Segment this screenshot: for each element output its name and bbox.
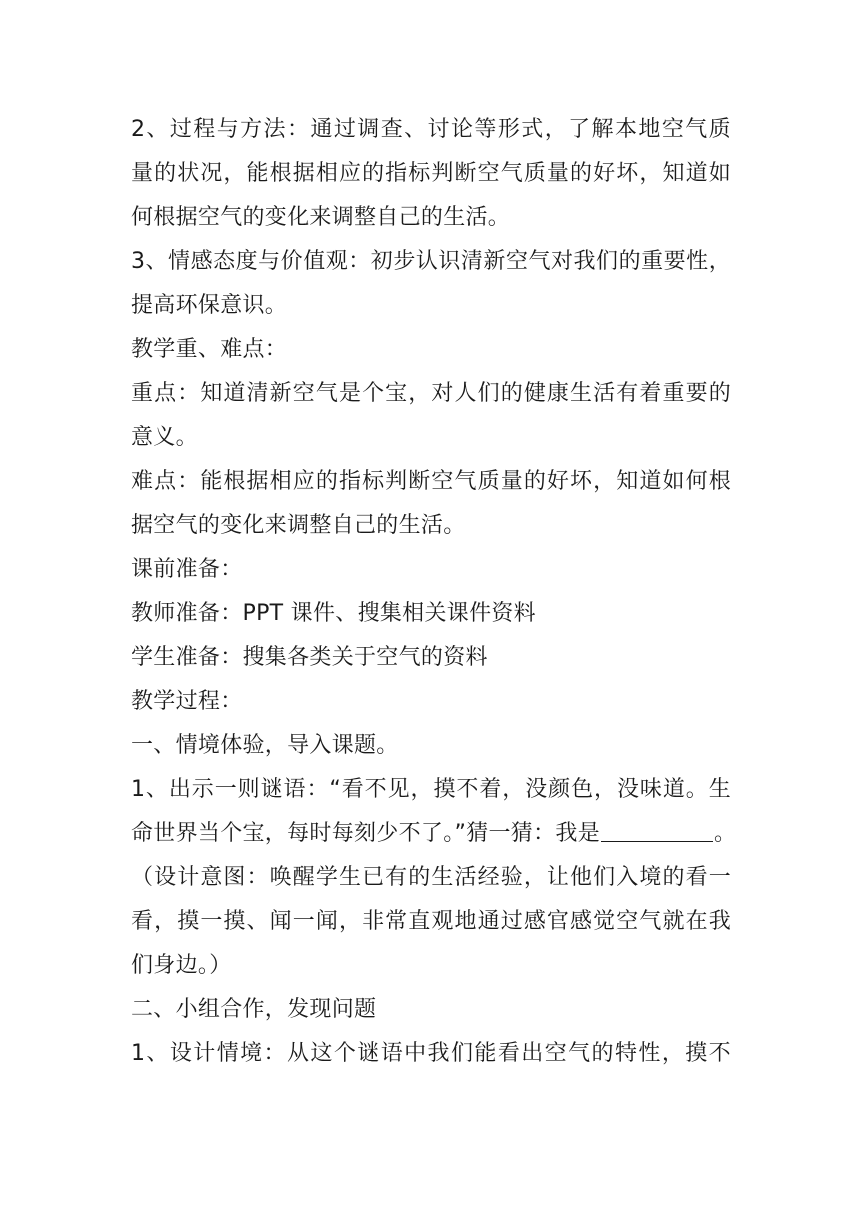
section-heading-two: 二、小组合作，发现问题 — [131, 997, 377, 1022]
document-page — [131, 108, 737, 1076]
section-heading-process: 教学过程： — [131, 689, 243, 714]
text-line-18: （设计意图：唤醒学生已有的生活经验，让他们入境的看一 — [131, 865, 731, 890]
text-line-3: 何根据空气的变化来调整自己的生活。 — [131, 205, 511, 230]
riddle-text: 命世界当个宝，每时每刻少不了。”猜一猜：我是 — [131, 821, 600, 846]
text-line-9: 难点：能根据相应的指标判断空气质量的好坏，知道如何根 — [131, 469, 731, 494]
text-line-13: 学生准备：搜集各类关于空气的资料 — [131, 645, 488, 670]
text-line-20: 们身边。） — [131, 953, 232, 978]
riddle-end-mark: 。 — [714, 821, 737, 846]
text-line-17 — [131, 812, 737, 856]
text-line-4: 3、情感态度与价值观：初步认识清新空气对我们的重要性， — [131, 249, 731, 274]
text-line-10: 据空气的变化来调整自己的生活。 — [131, 513, 466, 538]
section-heading-preparation: 课前准备： — [131, 557, 243, 582]
answer-blank — [601, 815, 713, 842]
text-line-5: 提高环保意识。 — [131, 293, 288, 318]
text-line-12: 教师准备：PPT 课件、搜集相关课件资料 — [131, 601, 536, 626]
section-heading-key-points: 教学重、难点： — [131, 337, 288, 362]
text-line-2: 量的状况，能根据相应的指标判断空气质量的好坏，知道如 — [131, 161, 731, 186]
text-line-7: 重点：知道清新空气是个宝，对人们的健康生活有着重要的 — [131, 381, 731, 406]
text-line-1: 2、过程与方法：通过调查、讨论等形式，了解本地空气质 — [131, 117, 731, 142]
text-line-22: 1、设计情境：从这个谜语中我们能看出空气的特性，摸不 — [131, 1041, 731, 1066]
text-line-8: 意义。 — [131, 425, 198, 450]
text-line-19: 看，摸一摸、闻一闻，非常直观地通过感官感觉空气就在我 — [131, 909, 731, 934]
text-line-16: 1、出示一则谜语：“看不见，摸不着，没颜色，没味道。生 — [131, 777, 731, 802]
section-heading-one: 一、情境体验，导入课题。 — [131, 733, 399, 758]
